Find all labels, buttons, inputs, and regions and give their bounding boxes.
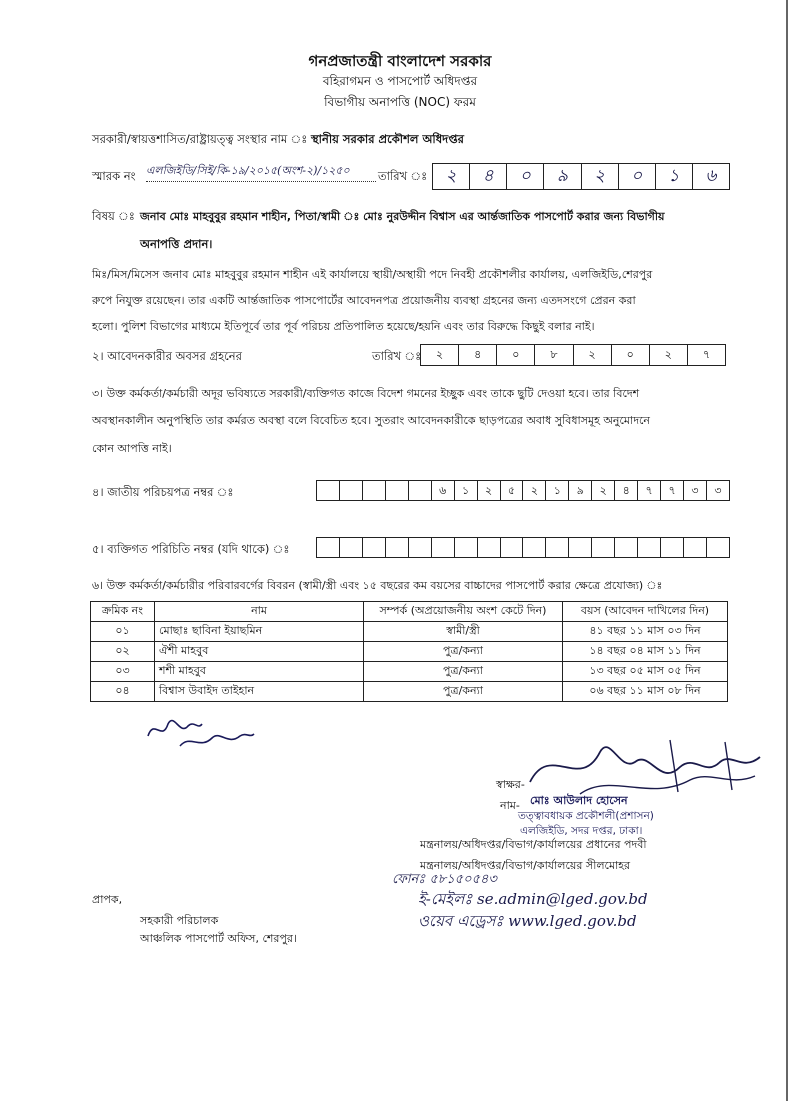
nid-digit: ২ (591, 481, 614, 500)
table-cell-name: ঐশী মাহবুব (155, 642, 364, 662)
pid-cell (317, 538, 339, 557)
nid-boxes (316, 480, 730, 501)
pid-cell (568, 538, 591, 557)
family-label: ৬। উক্ত কর্মকর্তা/কর্মচারীর পরিবারবর্গের বিবরন (স্বামী/স্ত্রী এবং ১৫ বছরের কম বয়সের বাচ্চাদের পাসপোর্ট করার ক্ষেত্রে প্রযোজ্য) ঃ (92, 579, 663, 592)
pid-cell (385, 538, 408, 557)
contact-phone: ফোনঃ ৫৮১৫০৫৪৩ (392, 872, 497, 887)
pid-cell (637, 538, 660, 557)
pid-cell (431, 538, 454, 557)
pid-cell (614, 538, 637, 557)
nid-digit (317, 481, 339, 500)
pid-cell (408, 538, 431, 557)
para1-line-2: রুপে নিযুক্ত রয়েছেন। তার একটি আর্ন্তজাতিক পাসপোর্টের আবেদনপত্র প্রয়োজনীয় ব্যবস্থা গ্রহনের জন্য এতদসংগে প্রেরন করা (92, 294, 636, 307)
nid-digit: ৭ (660, 481, 683, 500)
date-digit: ৯ (543, 164, 580, 189)
signatory-office: এলজিইডি, সদর দপ্তর, ঢাকা। (520, 825, 643, 837)
table-row (91, 662, 728, 682)
pid-cell (660, 538, 683, 557)
date-digit: ২ (649, 345, 687, 365)
table-header-row (91, 602, 728, 622)
para1-line-3: হলো। পুলিশ বিভাগের মাধ্যমে ইতিপূর্বে তার পূর্ব পরিচয় প্রতিপালিত হয়েছে/হয়নি এবং তার বিরুদ্ধে কিছুই বলার নাই। (92, 320, 595, 333)
table-cell-age: ০৬ বছর ১১ মাস ০৮ দিন (563, 682, 728, 702)
signatory-name: মোঃ আউলাদ হোসেন (530, 794, 628, 807)
table-cell-serial: ০২ (91, 642, 155, 662)
table-cell-age: ১৩ বছর ০৫ মাস ০৫ দিন (563, 662, 728, 682)
form-name: বিভাগীয় অনাপত্তি (NOC) ফরম (324, 95, 476, 109)
head-designation-caption: মন্ত্রনালয়/অধিদপ্তর/বিভাগ/কার্যালয়ের প্রধানের পদবী (420, 838, 647, 851)
pid-cell (500, 538, 523, 557)
retire-date-label: তারিখ ঃ (372, 349, 422, 363)
pid-cell (706, 538, 729, 557)
recipient-line-2: আঞ্চলিক পাসপোর্ট অফিস, শেরপুর। (140, 932, 297, 945)
date-digit: ২ (581, 164, 618, 189)
nid-digit: ২ (477, 481, 500, 500)
nid-digit (362, 481, 385, 500)
table-header: সম্পর্ক (অপ্রয়োজনীয় অংশ কেটে দিন) (364, 602, 563, 622)
org-value: স্থানীয় সরকার প্রকৌশল অধিদপ্তর (311, 132, 464, 146)
table-cell-relation: স্বামী/স্ত্রী (364, 622, 563, 642)
table-cell-age: ১৪ বছর ০৪ মাস ১১ দিন (563, 642, 728, 662)
nid-digit: ৪ (614, 481, 637, 500)
table-cell-relation: পুত্র/কন্যা (364, 662, 563, 682)
pid-cell (339, 538, 362, 557)
contact-website: ওয়েব এড্রেসঃ www.lged.gov.bd (418, 912, 637, 930)
signatory-designation: তত্ত্বাবধায়ক প্রকৌশলী(প্রশাসন) (518, 810, 654, 822)
subject-line-1: জনাব মোঃ মাহবুবুর রহমান শাহীন, পিতা/স্বামী ঃ মোঃ নুরউদ্দীন বিশ্বাস এর আর্ন্তজাতিক পাসপোর্ট করার জন্য বিভাগীয় (140, 210, 665, 223)
table-header: নাম (155, 602, 364, 622)
pid-cell (454, 538, 477, 557)
table-cell-age: ৪১ বছর ১১ মাস ০৩ দিন (563, 622, 728, 642)
para3-line-2: অবস্থানকালীন অনুপস্থিতি তার কর্মরত অবস্থা বলে বিবেচিত হবে। সুতরাং আবেদনকারীকে ছাড়পত্রের অবাধ সুবিধাসমূহ অনুমোদনে (92, 414, 650, 427)
signatory-name-label: নাম- (500, 799, 520, 812)
pid-cell (362, 538, 385, 557)
pid-boxes (316, 537, 730, 558)
nid-digit (385, 481, 408, 500)
table-cell-relation: পুত্র/কন্যা (364, 642, 563, 662)
date-digit: ৪ (469, 164, 506, 189)
subject-label: বিষয় ঃ (92, 209, 135, 223)
date-digit: ২ (445, 166, 457, 186)
nid-digit: ২ (522, 481, 545, 500)
signature-label: স্বাক্ষর- (496, 778, 525, 791)
para3-line-1: ৩। উক্ত কর্মকর্তা/কর্মচারী অদূর ভবিষ্যতে সরকারী/ব্যক্তিগত কাজে বিদেশ গমনের ইচ্ছুক এবং তাকে ছুটি দেওয়া হবে। তার বিদেশ (92, 387, 640, 400)
pid-cell (591, 538, 614, 557)
table-cell-name: বিশ্বাস উবাইদ তাইহান (155, 682, 364, 702)
nid-digit: ৫ (500, 481, 523, 500)
memo-number: এলজিইডি/সিই/কি-১৯/২০১৫(অংশ-২)/১২৫০ (146, 164, 350, 177)
date-digit: ০ (506, 164, 543, 189)
retire-label: ২। আবেদনকারীর অবসর গ্রহনের (92, 349, 242, 363)
nid-digit: ৯ (568, 481, 591, 500)
table-cell-serial: ০১ (91, 622, 155, 642)
date-digit: ২ (573, 345, 611, 365)
date-digit: ২ (435, 348, 444, 361)
date-digit: ৬ (692, 164, 729, 189)
memo-label: স্মারক নং (92, 169, 136, 183)
subject-line-2: অনাপত্তি প্রদান। (140, 237, 213, 251)
date-digit: ৮ (534, 345, 572, 365)
nid-digit (339, 481, 362, 500)
family-table (90, 601, 728, 702)
nid-digit (408, 481, 431, 500)
table-cell-name: মোছাঃ ছাবিনা ইয়াছমিন (155, 622, 364, 642)
nid-digit: ৬ (431, 481, 454, 500)
nid-digit: ১ (454, 481, 477, 500)
date-digit: ০ (618, 164, 655, 189)
date-digit: ৪ (458, 345, 496, 365)
nid-digit: ৭ (637, 481, 660, 500)
table-cell-serial: ০৪ (91, 682, 155, 702)
office-seal-caption: মন্ত্রনালয়/অধিদপ্তর/বিভাগ/কার্যালয়ের সীলমোহর (420, 859, 631, 872)
memo-date-label: তারিখ ঃ (378, 169, 428, 183)
para1-line-1: মিঃ/মিস/মিসেস জনাব মোঃ মাহবুবুর রহমান শাহীন এই কার্যালয়ে স্থায়ী/অস্থায়ী পদে নিবহী প্রকৌশলীর কার্যালয়, এলজিইডি,শেরপুর (92, 268, 653, 281)
org-label: সরকারী/স্বায়ত্তশাসিত/রাষ্ট্রায়ত্ত্ব সংস্থার নাম ঃ (92, 132, 308, 146)
contact-email: ই-মেইলঃ se.admin@lged.gov.bd (418, 890, 648, 908)
pid-cell (477, 538, 500, 557)
table-row (91, 622, 728, 642)
date-digit: ১ (655, 164, 692, 189)
handwritten-initial (140, 712, 260, 757)
date-digit: ০ (611, 345, 649, 365)
pid-cell (545, 538, 568, 557)
retire-date-boxes (420, 344, 726, 366)
recipient-line-1: সহকারী পরিচালক (140, 914, 219, 927)
nid-digit: ৩ (706, 481, 729, 500)
scan-page-edge (786, 0, 788, 1101)
department-name: বহিরাগমন ও পাসপোর্ট অধিদপ্তর (322, 74, 478, 88)
pid-cell (683, 538, 706, 557)
nid-label: ৪। জাতীয় পরিচয়পত্র নম্বর ঃ (92, 485, 234, 499)
table-cell-name: শশী মাহবুব (155, 662, 364, 682)
table-row (91, 682, 728, 702)
table-cell-relation: পুত্র/কন্যা (364, 682, 563, 702)
pid-cell (522, 538, 545, 557)
org-line (92, 131, 464, 150)
para3-line-3: কোন আপত্তি নাই। (92, 442, 172, 455)
nid-digit: ৩ (683, 481, 706, 500)
date-digit: ০ (496, 345, 534, 365)
memo-underline (146, 181, 376, 182)
pid-label: ৫। ব্যক্তিগত পরিচিতি নম্বর (যদি থাকে) ঃ (92, 542, 290, 556)
table-header: বয়স (আবেদন দাখিলের দিন) (563, 602, 728, 622)
table-header: ক্রমিক নং (91, 602, 155, 622)
table-row (91, 642, 728, 662)
page-title: গনপ্রজাতন্ত্রী বাংলাদেশ সরকার (308, 52, 492, 70)
date-digit: ৭ (687, 345, 725, 365)
recipient-label: প্রাপক, (92, 893, 123, 906)
nid-digit: ১ (545, 481, 568, 500)
memo-date-boxes (432, 163, 730, 190)
table-cell-serial: ০৩ (91, 662, 155, 682)
